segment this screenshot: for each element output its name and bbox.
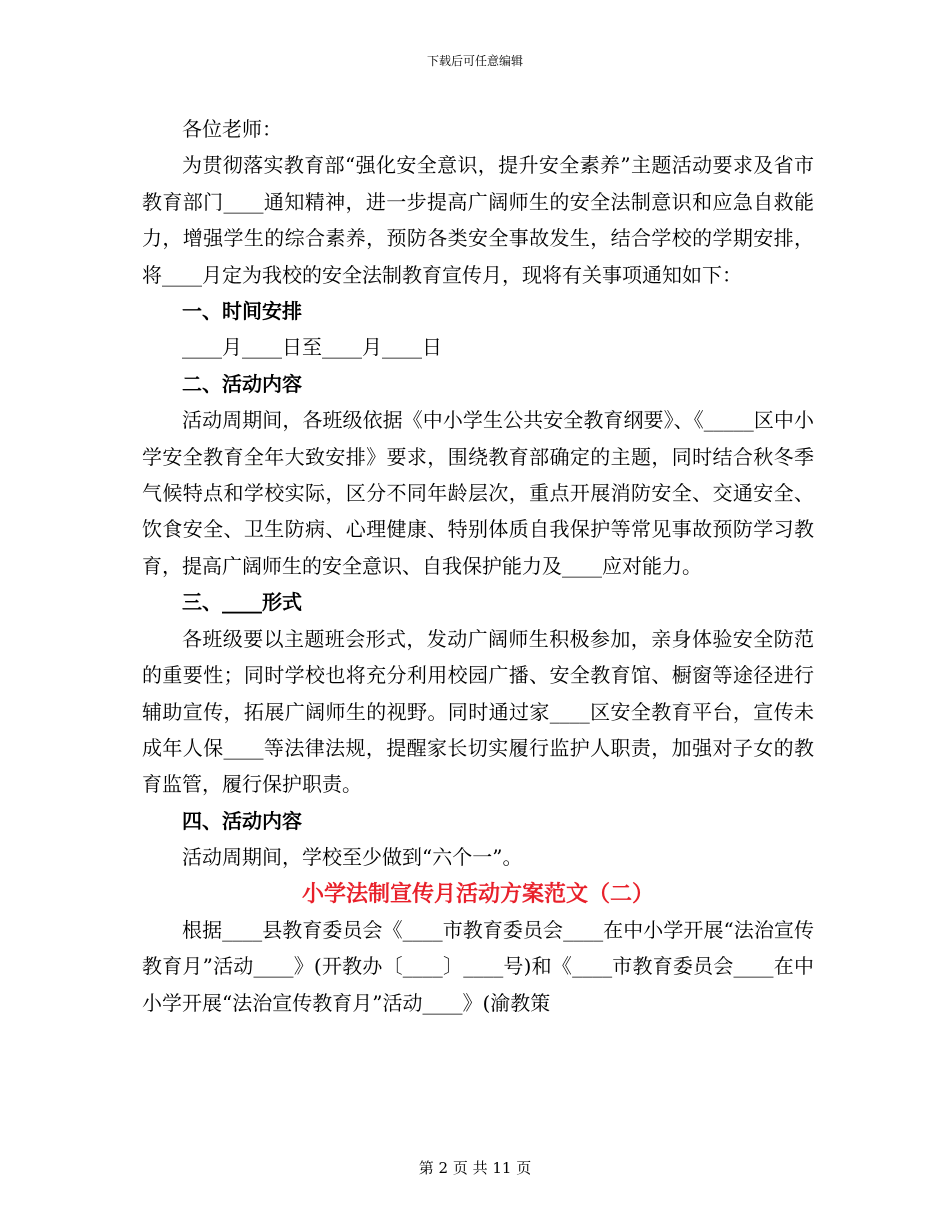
document-body [142,111,814,1021]
section-content-text: 活动周期间，各班级依据《中小学生公共安全教育纲要》、《_____区中小学安全教育全年大致安排》要求，围绕教育部确定的主题，同时结合秋冬季气候特点和学校实际，区分不同年龄层次，重点开展消防安全、交通安全、饮食安全、卫生防病、心理健康、特别体质自我保护等常见事故预防学习教育，提高广阔师生的安全意识、自我保护能力及____应对能力。 [142,408,814,578]
section-heading-form: 三、____形式 [182,590,302,615]
salutation: 各位老师： [182,117,282,141]
section-heading-activity: 四、活动内容 [182,808,302,833]
section-time-text: ____月____日至____月____日 [182,335,442,360]
page-footer: 第 2 页 共 11 页 [418,1159,532,1177]
doc2-paragraph: 根据____县教育委员会《____市教育委员会____在中小学开展“法治宣传教育月”活动____》(开教办〔____〕____号)和《____市教育委员会____在中小学开展“法治宣传教育月”活动____》(渝教策 [142,917,814,1015]
section-heading-content: 二、活动内容 [182,371,302,396]
page-header: 下载后可任意编辑 [426,54,523,68]
section-form-text: 各班级要以主题班会形式，发动广阔师生积极参加，亲身体验安全防范的重要性；同时学校也将充分利用校园广播、安全教育馆、橱窗等途径进行辅助宣传，拓展广阔师生的视野。同时通过家____区安全教育平台，宣传未成年人保____等法律法规，提醒家长切实履行监护人职责，加强对子女的教育监管，履行保护职责。 [142,626,814,797]
document-title-2: 小学法制宣传月活动方案范文（二） [301,880,654,907]
intro-paragraph: 为贯彻落实教育部“强化安全意识，提升安全素养”主题活动要求及省市教育部门____通知精神，进一步提高广阔师生的安全法制意识和应急自救能力，增强学生的综合素养，预防各类安全事故发生，结合学校的学期安排，将____月定为我校的安全法制教育宣传月，现将有关事项通知如下： [142,153,814,287]
section-activity-text: 活动周期间，学校至少做到“六个一”。 [182,845,523,870]
section-heading-time: 一、时间安排 [182,299,302,324]
